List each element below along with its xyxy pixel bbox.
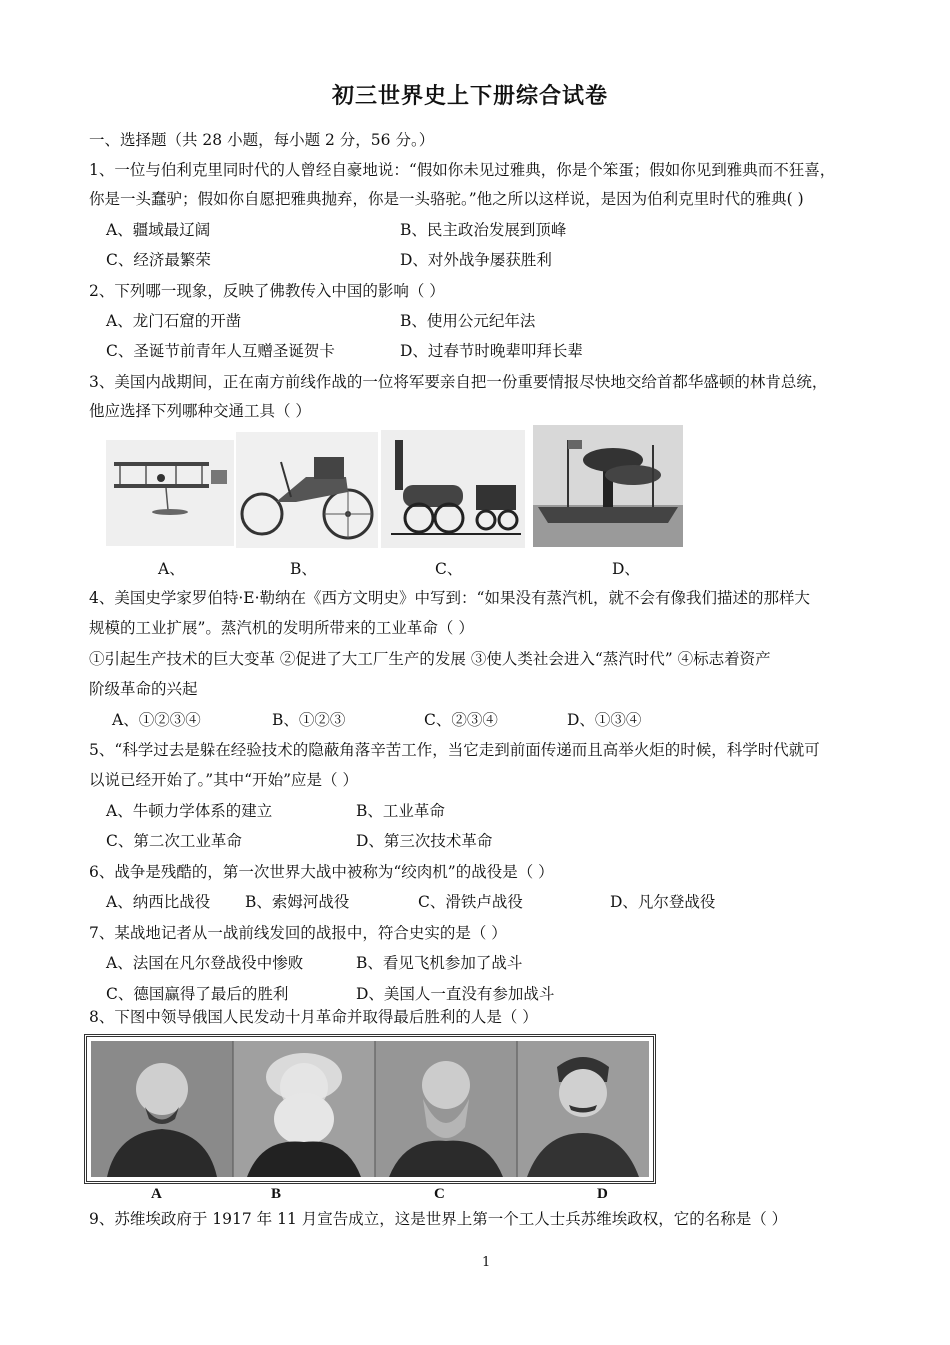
question-6-option-d: D、凡尔登战役	[610, 893, 716, 911]
question-6-option-a: A、纳西比战役	[106, 893, 211, 911]
question-7-option-b: B、看见飞机参加了战斗	[356, 954, 523, 972]
question-4-stem: 4、美国史学家罗伯特·E·勒纳在《西方文明史》中写到：“如果没有蒸汽机，就不会有像我们描述的那样大	[89, 589, 810, 607]
question-4-stem-cont: 规模的工业扩展”。蒸汽机的发明所带来的工业革命（ ）	[89, 619, 474, 637]
question-3-stem: 3、美国内战期间，正在南方前线作战的一位将军要亲自把一份重要情报尽快地交给首都华盛顿的林肯总统，	[89, 373, 828, 391]
question-5-option-b: B、工业革命	[356, 802, 445, 820]
question-1-stem-cont: 你是一头蠢驴；假如你自愿把雅典抛弃，你是一头骆驼。”他之所以这样说，是因为伯利克里时代的雅典( )	[89, 190, 804, 208]
question-3-stem-cont: 他应选择下列哪种交通工具（ ）	[89, 402, 311, 420]
steamboat-image	[533, 425, 683, 547]
question-7-option-c: C、德国赢得了最后的胜利	[106, 985, 289, 1003]
question-3-option-a: A、	[158, 560, 185, 578]
question-5-option-a: A、牛顿力学体系的建立	[106, 802, 273, 820]
benz-car-image	[236, 432, 378, 548]
question-6-option-c: C、滑铁卢战役	[418, 893, 523, 911]
question-3-option-d: D、	[612, 560, 640, 578]
question-4-statements: ①引起生产技术的巨大变革 ②促进了大工厂生产的发展 ③使人类社会进入“蒸汽时代” ④标志着资产	[89, 650, 771, 668]
portrait-label-c: C	[434, 1186, 445, 1202]
question-4-option-b: B、①②③	[272, 711, 346, 729]
question-3-option-c: C、	[435, 560, 463, 578]
question-1-option-a: A、疆域最辽阔	[106, 221, 211, 239]
portrait-label-d: D	[597, 1186, 608, 1202]
question-5-stem: 5、“科学过去是躲在经验技术的隐蔽角落辛苦工作，当它走到前面传递而且高举火炬的时候，科学时代就可	[89, 741, 820, 759]
question-1-option-b: B、民主政治发展到顶峰	[400, 221, 567, 239]
question-5-option-d: D、第三次技术革命	[356, 832, 493, 850]
portrait-label-a: A	[151, 1186, 162, 1202]
question-2-option-a: A、龙门石窟的开凿	[106, 312, 242, 330]
portrait-label-b: B	[271, 1186, 282, 1202]
question-7-option-d: D、美国人一直没有参加战斗	[356, 985, 555, 1003]
question-7-option-a: A、法国在凡尔登战役中惨败	[106, 954, 304, 972]
page-number: 1	[482, 1255, 491, 1270]
question-4-option-a: A、①②③④	[112, 711, 201, 729]
question-7-stem: 7、某战地记者从一战前线发回的战报中，符合史实的是（ ）	[89, 924, 507, 942]
question-4-option-d: D、①③④	[567, 711, 642, 729]
section-heading: 一、选择题（共 28 小题，每小题 2 分，56 分。）	[89, 131, 435, 149]
question-4-statements-cont: 阶级革命的兴起	[89, 680, 198, 698]
question-2-option-b: B、使用公元纪年法	[400, 312, 536, 330]
question-1-option-d: D、对外战争屡获胜利	[400, 251, 552, 269]
question-8-stem: 8、下图中领导俄国人民发动十月革命并取得最后胜利的人是（ ）	[89, 1008, 538, 1026]
question-5-stem-cont: 以说已经开始了。”其中“开始”应是（ ）	[89, 771, 358, 789]
question-4-option-c: C、②③④	[424, 711, 498, 729]
question-6-option-b: B、索姆河战役	[245, 893, 350, 911]
question-3-option-b: B、	[290, 560, 317, 578]
question-1-stem: 1、一位与伯利克里同时代的人曾经自豪地说：“假如你未见过雅典，你是个笨蛋；假如你见到雅典而不狂喜，	[89, 161, 836, 179]
question-1-option-c: C、经济最繁荣	[106, 251, 211, 269]
question-2-option-c: C、圣诞节前青年人互赠圣诞贺卡	[106, 342, 335, 360]
airplane-image	[106, 440, 234, 546]
question-6-stem: 6、战争是残酷的，第一次世界大战中被称为“绞肉机”的战役是（ ）	[89, 863, 554, 881]
locomotive-image	[381, 430, 525, 548]
page-title: 初三世界史上下册综合试卷	[332, 83, 609, 109]
question-9-stem: 9、苏维埃政府于 1917 年 11 月宣告成立，这是世界上第一个工人士兵苏维埃政权，它的名称是（ ）	[89, 1210, 788, 1228]
question-2-stem: 2、下列哪一现象，反映了佛教传入中国的影响（ ）	[89, 282, 445, 300]
question-2-option-d: D、过春节时晚辈叩拜长辈	[400, 342, 583, 360]
portraits-frame	[84, 1034, 656, 1184]
question-5-option-c: C、第二次工业革命	[106, 832, 242, 850]
